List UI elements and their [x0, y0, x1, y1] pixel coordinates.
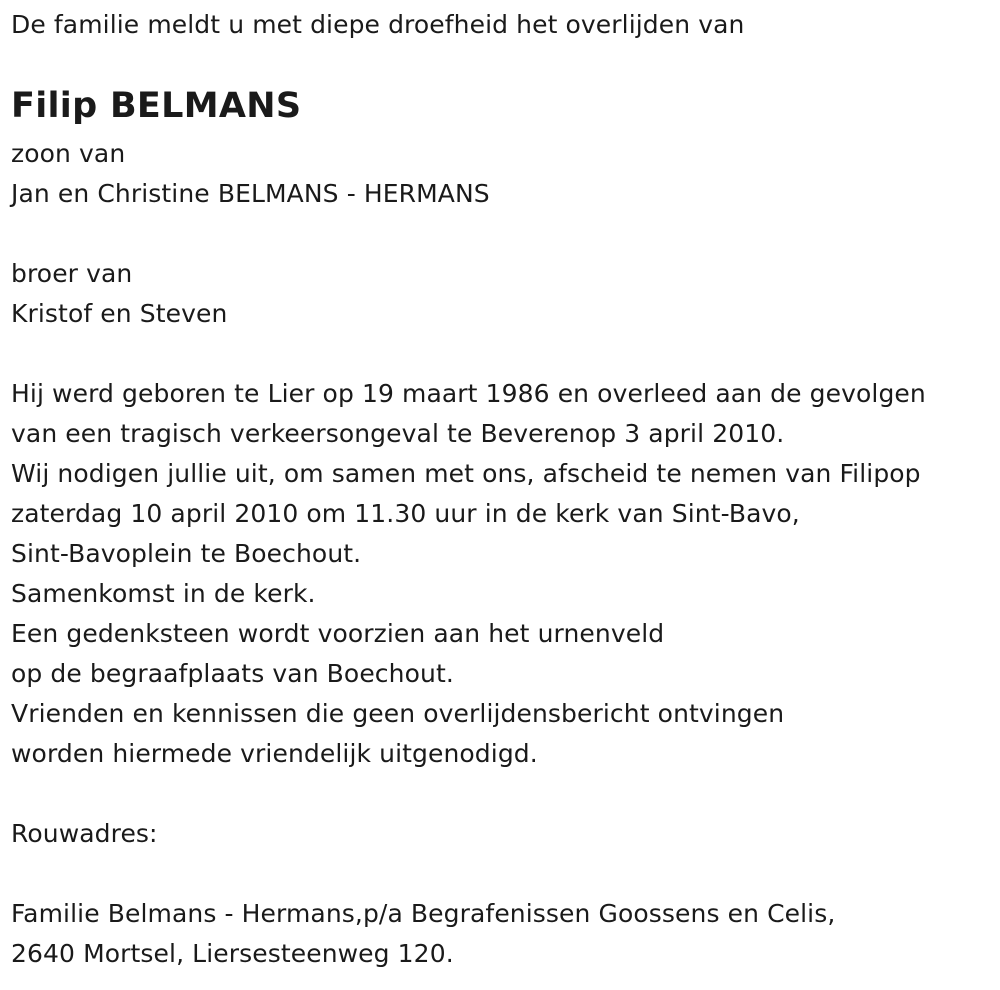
body-line: worden hiermede vriendelijk uitgenodigd. [11, 739, 538, 768]
body-line: Een gedenksteen wordt voorzien aan het urnenveld [11, 619, 665, 648]
parents-names: Jan en Christine BELMANS - HERMANS [11, 179, 490, 208]
address-line: Familie Belmans - Hermans,p/a Begrafenissen Goossens en Celis, [11, 899, 836, 928]
body-line: van een tragisch verkeersongeval te Beverenop 3 april 2010. [11, 419, 785, 448]
son-of-label: zoon van [11, 139, 126, 168]
mourning-address-label: Rouwadres: [11, 819, 158, 848]
body-line: Hij werd geboren te Lier op 19 maart 1986 en overleed aan de gevolgen [11, 379, 926, 408]
deceased-name: Filip BELMANS [11, 86, 302, 126]
body-line: Vrienden en kennissen die geen overlijdensbericht ontvingen [11, 699, 785, 728]
body-line: Sint-Bavoplein te Boechout. [11, 539, 362, 568]
body-line: Samenkomst in de kerk. [11, 579, 316, 608]
siblings-names: Kristof en Steven [11, 299, 228, 328]
body-line: zaterdag 10 april 2010 om 11.30 uur in de kerk van Sint-Bavo, [11, 499, 800, 528]
brother-of-label: broer van [11, 259, 133, 288]
body-line: Wij nodigen jullie uit, om samen met ons, afscheid te nemen van Filipop [11, 459, 921, 488]
body-line: op de begraafplaats van Boechout. [11, 659, 454, 688]
intro-text: De familie meldt u met diepe droefheid het overlijden van [11, 10, 745, 39]
address-line: 2640 Mortsel, Liersesteenweg 120. [11, 939, 454, 968]
